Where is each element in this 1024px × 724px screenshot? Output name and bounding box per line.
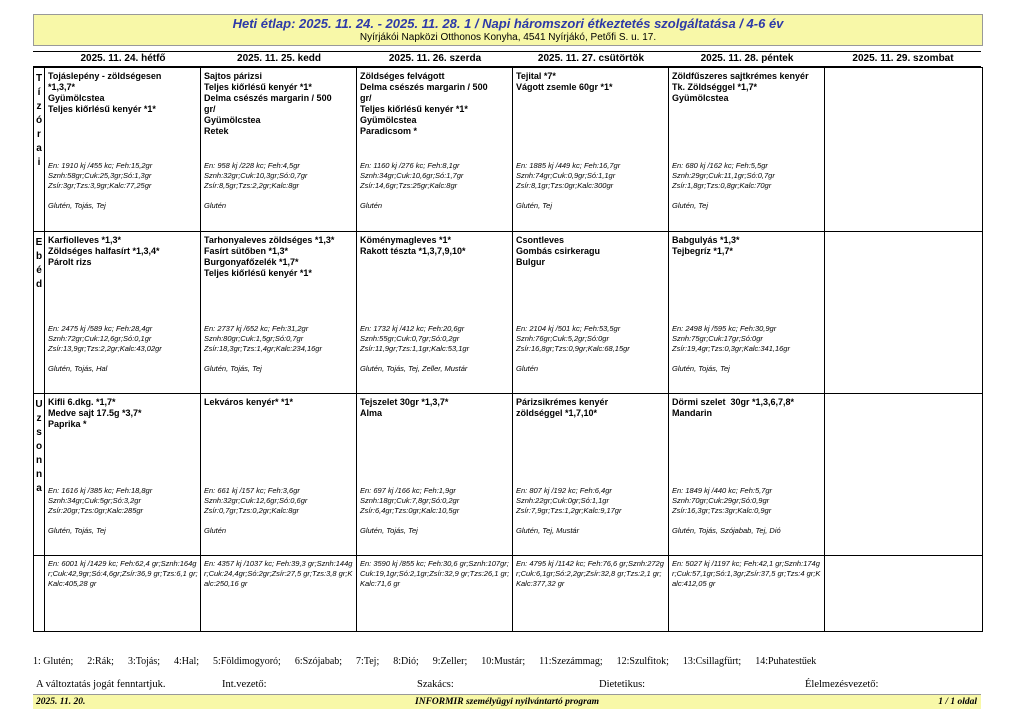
- day-header-saturday: 2025. 11. 29. szombat: [852, 53, 954, 64]
- legend-item: 2:Rák;: [87, 656, 114, 667]
- nutrition-line: Sznh:70gr;Cuk:29gr;Só:0,9gr: [672, 496, 770, 505]
- nutrition-info: [204, 161, 354, 191]
- food-item: Sajtos párizsi: [204, 71, 263, 81]
- menu-cell: [825, 232, 983, 394]
- nutrition-info: [516, 486, 666, 516]
- nutrition-line: Sznh:22gr;Cuk:0gr;Só:1,1gr: [516, 496, 609, 505]
- allergen-list: Glutén, Tojás, Tej: [204, 364, 262, 373]
- allergen-list: Glutén: [204, 526, 227, 535]
- daily-total-text: En: 5027 kj /1197 kc; Feh:42,1 gr;Sznh:174gr;Cuk:57,1gr;Só:1,3gr;Zsír:37,5 gr;Tzs:4 gr;Kalc:412,05 gr: [672, 559, 821, 588]
- food-item: Tarhonyaleves zöldséges *1,3*: [204, 235, 335, 245]
- allergen-list: Glutén, Tej: [516, 201, 552, 210]
- nutrition-line: En: 807 kj /192 kc; Feh:6,4gr: [516, 486, 612, 495]
- meal-label-letter: n: [35, 455, 43, 466]
- nutrition-line: Zsír:16,3gr;Tzs:3gr;Kalc:0,9gr: [672, 506, 772, 515]
- food-list: [825, 68, 982, 71]
- food-item: Csontleves: [516, 235, 565, 245]
- food-list: [201, 232, 356, 279]
- nutrition-line: Sznh:55gr;Cuk:0,7gr;Só:0,2gr: [360, 334, 460, 343]
- meal-label-letter: U: [35, 399, 43, 410]
- food-item: Dörmi szelet 30gr *1,3,6,7,8*: [672, 397, 795, 407]
- food-item: Bulgur: [516, 257, 545, 267]
- nutrition-line: En: 1910 kj /455 kc; Feh:15,2gr: [48, 161, 153, 170]
- legend-item: 1: Glutén;: [33, 656, 74, 667]
- food-item: Kifli 6.dkg. *1,7*: [48, 397, 116, 407]
- food-item: Köménymagleves *1*: [360, 235, 452, 245]
- nutrition-line: Sznh:72gr;Cuk:12,6gr;Só:0,1gr: [48, 334, 152, 343]
- nutrition-info: [360, 324, 510, 354]
- food-item: Tk. Zöldséggel *1,7*: [672, 82, 758, 92]
- nutrition-info: [672, 486, 822, 516]
- legend-item: 7:Tej;: [356, 656, 380, 667]
- nutrition-line: Zsír:6,4gr;Tzs:0gr;Kalc:10,5gr: [360, 506, 460, 515]
- nutrition-line: En: 1849 kj /440 kc; Feh:5,7gr: [672, 486, 773, 495]
- nutrition-line: En: 958 kj /228 kc; Feh:4,5gr: [204, 161, 300, 170]
- daily-total-text: En: 4795 kj /1142 kc; Feh:76,6 gr;Sznh:272gr;Cuk:6,1gr;Só:2,2gr;Zsír:32,8 gr;Tzs:2,1 gr;Kalc:377,32 gr: [516, 559, 664, 588]
- nutrition-line: En: 697 kj /166 kc; Feh:1,9gr: [360, 486, 456, 495]
- menu-cell: [513, 68, 669, 232]
- food-item: Paradicsom *: [360, 126, 418, 136]
- meal-label-letter: é: [36, 265, 42, 276]
- meal-label-letter: T: [35, 73, 43, 84]
- legend-item: 11:Szezámmag;: [539, 656, 603, 667]
- daily-total-cell: [357, 556, 513, 632]
- meal-label-letter: r: [37, 129, 41, 140]
- menu-cell: [45, 394, 201, 556]
- menu-title: Heti étlap: 2025. 11. 24. - 2025. 11. 28. 1 / Napi háromszori étkeztetés szolgáltatása / 4-6 év: [232, 16, 784, 31]
- allergen-list: Glutén, Tojás, Tej, Zeller, Mustár: [360, 364, 468, 373]
- nutrition-line: Sznh:76gr;Cuk:5,2gr;Só:0gr: [516, 334, 609, 343]
- nutrition-info: [360, 486, 510, 516]
- dietitian-signature-label: Dietetikus:: [599, 679, 646, 690]
- meal-label-letter: d: [35, 279, 43, 290]
- food-list: [201, 68, 356, 137]
- nutrition-line: Sznh:58gr;Cuk:25,3gr;Só:1,3gr: [48, 171, 152, 180]
- allergen-list: Glutén, Tojás, Tej: [48, 526, 106, 535]
- food-list: [669, 232, 824, 257]
- day-header-spacer: [33, 52, 45, 66]
- food-item: Teljes kiőrlésű kenyér *1*: [204, 82, 312, 92]
- nutrition-line: En: 1160 kj /276 kc; Feh:8,1gr: [360, 161, 460, 170]
- day-header-monday: 2025. 11. 24. hétfő: [80, 53, 166, 64]
- day-header-friday: 2025. 11. 28. péntek: [700, 53, 794, 64]
- food-item: Vágott zsemle 60gr *1*: [516, 82, 613, 92]
- legend-item: 14:Puhatestűek: [755, 656, 817, 667]
- nutrition-line: Zsír:8,5gr;Tzs:2,2gr;Kalc:8gr: [204, 181, 300, 190]
- print-date: 2025. 11. 20.: [36, 697, 86, 707]
- nutrition-info: [360, 161, 510, 191]
- daily-total-label: [34, 556, 45, 632]
- nutrition-line: Zsír:8,1gr;Tzs:0gr;Kalc:300gr: [516, 181, 614, 190]
- meal-label-letter: i: [37, 157, 41, 168]
- nutrition-line: En: 2475 kj /589 kc; Feh:28,4gr: [48, 324, 153, 333]
- food-item: Burgonyafőzelék *1,7*: [204, 257, 299, 267]
- program-name: INFORMIR személyügyi nyilvántartó program: [415, 697, 599, 707]
- legend-item: 6:Szójabab;: [294, 656, 343, 667]
- meal-row: [34, 68, 983, 232]
- meal-label: [34, 68, 45, 232]
- menu-cell: [45, 68, 201, 232]
- food-item: Gyümölcstea: [360, 115, 417, 125]
- daily-total-cell: [513, 556, 669, 632]
- daily-total-cell: [825, 556, 983, 632]
- food-list: [513, 394, 668, 419]
- nutrition-line: Zsír:11,9gr;Tzs:1,1gr;Kalc:53,1gr: [360, 344, 470, 353]
- food-item: Mandarin: [672, 408, 713, 418]
- menu-cell: [357, 232, 513, 394]
- meal-label-letter: o: [35, 441, 43, 452]
- nutrition-line: Sznh:29gr;Cuk:11,1gr;Só:0,7gr: [672, 171, 775, 180]
- legend-item: 10:Mustár;: [481, 656, 526, 667]
- food-item: Delma csészés margarin / 500 gr/: [204, 93, 332, 114]
- food-item: Zöldséges halfasírt *1,3,4*: [48, 246, 160, 256]
- legend-item: 4:Hal;: [174, 656, 200, 667]
- cook-signature-label: Szakács:: [417, 679, 454, 690]
- nutrition-line: Zsír:14,6gr;Tzs:25gr;Kalc:8gr: [360, 181, 458, 190]
- food-item: Teljes kiőrlésű kenyér *1*: [48, 104, 156, 114]
- nutrition-info: [48, 324, 198, 354]
- menu-cell: [201, 394, 357, 556]
- daily-total-cell: [669, 556, 825, 632]
- manager-signature-label: Int.vezető:: [222, 679, 267, 690]
- allergen-list: Glutén, Tej: [672, 201, 708, 210]
- legend-item: 8:Dió;: [393, 656, 419, 667]
- nutrition-line: Sznh:32gr;Cuk:12,6gr;Só:0,6gr: [204, 496, 308, 505]
- meal-row: [34, 394, 983, 556]
- nutrition-info: [672, 324, 822, 354]
- nutrition-line: Zsír:20gr;Tzs:0gr;Kalc:285gr: [48, 506, 144, 515]
- meal-label-letter: z: [36, 101, 42, 112]
- meal-label-letter: E: [35, 237, 43, 248]
- nutrition-info: [204, 324, 354, 354]
- food-item: Medve sajt 17.5g *3,7*: [48, 408, 142, 418]
- food-item: Párolt rizs: [48, 257, 92, 267]
- day-header-row: [33, 51, 981, 68]
- allergen-list: Glutén, Tojás, Szójabab, Tej, Dió: [672, 526, 781, 535]
- food-item: Retek: [204, 126, 229, 136]
- food-item: Zöldfűszeres sajtkrémes kenyér: [672, 71, 809, 81]
- legend-item: 9:Zeller;: [432, 656, 468, 667]
- menu-cell: [201, 232, 357, 394]
- food-item: Tejbegríz *1,7*: [672, 246, 733, 256]
- food-item: Párizsikrémes kenyér zöldséggel *1,7,10*: [516, 397, 609, 418]
- nutrition-line: Zsír:19,4gr;Tzs:0,3gr;Kalc:341,16gr: [672, 344, 790, 353]
- nutrition-line: Zsír:1,8gr;Tzs:0,8gr;Kalc:70gr: [672, 181, 772, 190]
- menu-cell: [513, 232, 669, 394]
- nutrition-info: [516, 324, 666, 354]
- meal-label-letter: n: [35, 469, 43, 480]
- food-list: [45, 394, 200, 430]
- daily-total-text: En: 3590 kj /855 kc; Feh:30,6 gr;Sznh:107gr;Cuk:19,1gr;Só:2,1gr;Zsír:32,9 gr;Tzs:26,1 gr;Kalc:71,6 gr: [360, 559, 510, 588]
- page-footer: [33, 694, 981, 709]
- food-item: Babgulyás *1,3*: [672, 235, 740, 245]
- menu-cell: [45, 232, 201, 394]
- meal-label-letter: ó: [35, 115, 43, 126]
- food-item: Fasírt sütőben *1,3*: [204, 246, 289, 256]
- nutrition-line: En: 2104 kj /501 kc; Feh:53,5gr: [516, 324, 621, 333]
- food-list: [825, 394, 982, 397]
- meal-label-letter: a: [36, 483, 42, 494]
- meal-label-letter: z: [36, 413, 42, 424]
- food-list: [357, 394, 512, 419]
- food-item: Zöldséges felvágott: [360, 71, 445, 81]
- meal-label: [34, 394, 45, 556]
- allergen-list: Glutén, Tojás, Tej: [48, 201, 106, 210]
- allergen-list: Glutén: [204, 201, 227, 210]
- food-item: Teljes kiőrlésű kenyér *1*: [360, 104, 468, 114]
- nutrition-info: [672, 161, 822, 191]
- menu-cell: [669, 68, 825, 232]
- nutrition-line: Zsír:7,9gr;Tzs:1,2gr;Kalc:9,17gr: [516, 506, 622, 515]
- page-number: 1 / 1 oldal: [938, 697, 977, 707]
- meal-label-letter: í: [37, 87, 41, 98]
- nutrition-line: Sznh:34gr;Cuk:10,6gr;Só:1,7gr: [360, 171, 464, 180]
- nutrition-info: [516, 161, 666, 191]
- nutrition-line: Sznh:75gr;Cuk:17gr;Só:0gr: [672, 334, 763, 343]
- daily-total-text: En: 4357 kj /1037 kc; Feh:39,3 gr;Sznh:144gr;Cuk:24,4gr;Só:2gr;Zsír:27,5 gr;Tzs:3,8 gr;Kalc:250,16 gr: [204, 559, 353, 588]
- menu-cell: [201, 68, 357, 232]
- food-item: Tejszelet 30gr *1,3,7*: [360, 397, 449, 407]
- meal-label-letter: a: [36, 143, 42, 154]
- meal-row: [34, 232, 983, 394]
- food-list: [201, 394, 356, 408]
- food-item: Gombás csirkeragu: [516, 246, 601, 256]
- meal-label-letter: b: [35, 251, 43, 262]
- nutrition-line: Sznh:34gr;Cuk:5gr;Só:3,2gr: [48, 496, 141, 505]
- legend-item: 5:Földimogyoró;: [213, 656, 281, 667]
- food-item: Rakott tészta *1,3,7,9,10*: [360, 246, 466, 256]
- food-item: Tojáslepény - zöldségesen *1,3,7*: [48, 71, 162, 92]
- day-header-wednesday: 2025. 11. 26. szerda: [388, 53, 482, 64]
- nutrition-line: En: 1732 kj /412 kc; Feh:20,6gr: [360, 324, 465, 333]
- food-item: Karfiolleves *1,3*: [48, 235, 122, 245]
- food-list: [357, 232, 512, 257]
- daily-total-cell: [201, 556, 357, 632]
- daily-total-text: En: 6001 kj /1429 kc; Feh:62,4 gr;Sznh:164gr;Cuk:42,9gr;Só:4,6gr;Zsír:36,9 gr;Tzs:6,1 gr;Kalc:405,28 gr: [48, 559, 198, 588]
- nutrition-info: [48, 486, 198, 516]
- food-item: Gyümölcstea: [48, 93, 105, 103]
- food-list: [513, 232, 668, 268]
- food-list: [45, 232, 200, 268]
- allergen-list: Glutén, Tojás, Tej: [360, 526, 418, 535]
- allergen-list: Glutén, Tojás, Tej: [672, 364, 730, 373]
- nutrition-line: En: 1616 kj /385 kc; Feh:18,8gr: [48, 486, 153, 495]
- menu-cell: [669, 394, 825, 556]
- nutrition-line: En: 661 kj /157 kc; Feh:3,6gr: [204, 486, 300, 495]
- nutrition-line: Zsír:3gr;Tzs:3,9gr;Kalc:77,25gr: [48, 181, 152, 190]
- day-header-thursday: 2025. 11. 27. csütörtök: [537, 53, 645, 64]
- nutrition-line: En: 1885 kj /449 kc; Feh:16,7gr: [516, 161, 621, 170]
- food-list: [669, 68, 824, 104]
- food-item: Tejital *7*: [516, 71, 556, 81]
- daily-total-text: [825, 556, 982, 559]
- food-item: Paprika *: [48, 419, 87, 429]
- meal-label: [34, 232, 45, 394]
- legend-item: 3:Tojás;: [127, 656, 161, 667]
- menu-cell: [357, 68, 513, 232]
- food-list: [513, 68, 668, 93]
- food-list: [45, 68, 200, 115]
- menu-cell: [825, 68, 983, 232]
- allergen-list: Glutén, Tojás, Hal: [48, 364, 108, 373]
- nutrition-line: Zsír:13,9gr;Tzs:2,2gr;Kalc:43,02gr: [48, 344, 162, 353]
- nutrition-line: Zsír:16,8gr;Tzs:0,9gr;Kalc:68,15gr: [516, 344, 630, 353]
- rights-note: A változtatás jogát fenntartjuk.: [36, 679, 166, 690]
- nutrition-line: En: 680 kj /162 kc; Feh:5,5gr: [672, 161, 768, 170]
- food-item: Delma csészés margarin / 500 gr/: [360, 82, 488, 103]
- nutrition-line: Zsír:0,7gr;Tzs:0,2gr;Kalc:8gr: [204, 506, 300, 515]
- food-manager-signature-label: Élelmezésvezető:: [805, 679, 879, 690]
- nutrition-line: En: 2498 kj /595 kc; Feh:30,9gr: [672, 324, 777, 333]
- nutrition-info: [204, 486, 354, 516]
- kitchen-address: Nyírjákói Napközi Otthonos Konyha, 4541 Nyírjákó, Petőfi S. u. 17.: [359, 32, 657, 43]
- menu-cell: [357, 394, 513, 556]
- food-item: Gyümölcstea: [204, 115, 261, 125]
- allergen-list: Glutén, Tej, Mustár: [516, 526, 580, 535]
- daily-total-cell: [45, 556, 201, 632]
- nutrition-line: Zsír:18,3gr;Tzs:1,4gr;Kalc:234,16gr: [204, 344, 322, 353]
- food-list: [357, 68, 512, 137]
- day-header-tuesday: 2025. 11. 25. kedd: [237, 53, 321, 64]
- food-item: Teljes kiőrlésű kenyér *1*: [204, 268, 312, 278]
- food-item: Alma: [360, 408, 383, 418]
- food-item: Gyümölcstea: [672, 93, 729, 103]
- nutrition-line: En: 2737 kj /652 kc; Feh:31,2gr: [204, 324, 309, 333]
- nutrition-info: [48, 161, 198, 191]
- food-list: [669, 394, 824, 419]
- daily-total-row: [34, 556, 983, 632]
- allergen-legend: [33, 656, 830, 667]
- meal-label-letter: s: [36, 427, 42, 438]
- allergen-list: Glutén: [516, 364, 539, 373]
- nutrition-line: Sznh:18gr;Cuk:7,8gr;Só:0,2gr: [360, 496, 460, 505]
- menu-cell: [513, 394, 669, 556]
- food-item: Lekváros kenyér* *1*: [204, 397, 294, 407]
- legend-item: 12:Szulfitok;: [616, 656, 669, 667]
- menu-cell: [669, 232, 825, 394]
- allergen-list: Glutén: [360, 201, 383, 210]
- menu-cell: [825, 394, 983, 556]
- legend-item: 13:Csillagfürt;: [682, 656, 742, 667]
- nutrition-line: Sznh:74gr;Cuk:0,9gr;Só:1,1gr: [516, 171, 616, 180]
- menu-table: [33, 67, 983, 632]
- food-list: [825, 232, 982, 235]
- menu-header: [33, 14, 983, 46]
- nutrition-line: Sznh:80gr;Cuk:1,5gr;Só:0,7gr: [204, 334, 304, 343]
- nutrition-line: Sznh:32gr;Cuk:10,3gr;Só:0,7gr: [204, 171, 308, 180]
